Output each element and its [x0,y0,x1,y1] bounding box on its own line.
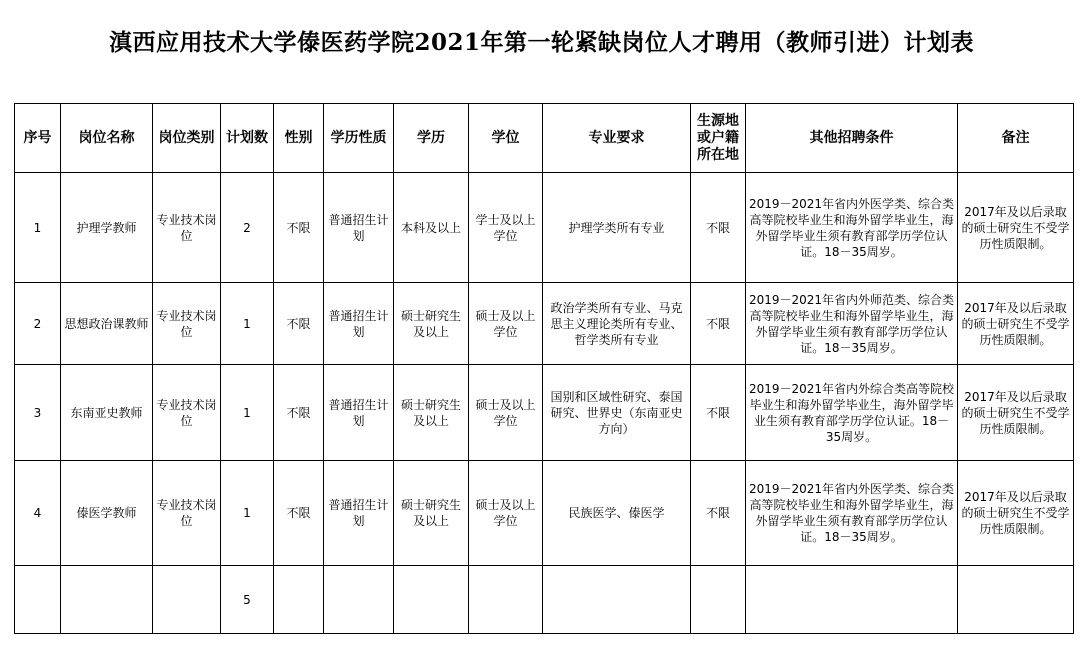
total-plan-count: 5 [221,566,274,634]
table-row [15,461,1074,566]
position-name: 护理学教师 [61,173,153,283]
degree: 学士及以上学位 [469,173,543,283]
document-title: 滇西应用技术大学傣医药学院2021年第一轮紧缺岗位人才聘用（教师引进）计划表 [108,29,974,56]
empty-cell [394,566,469,634]
major-requirement: 国别和区域性研究、泰国研究、世界史（东南亚史方向） [543,365,691,461]
table-row [15,365,1074,461]
other-conditions: 2019－2021年省内外医学类、综合类高等院校毕业生和海外留学毕业生，海外留学毕业生须有教育部学历学位认证。18－35周岁。 [746,461,958,566]
header-cell: 学位 [469,104,543,173]
other-conditions: 2019－2021年省内外综合类高等院校毕业生和海外留学毕业生，海外留学毕业生须有教育部学历学位认证。18－35周岁。 [746,365,958,461]
recruitment-plan-table [14,103,1074,634]
position-category: 专业技术岗位 [153,173,221,283]
header-cell: 性别 [274,104,324,173]
empty-cell [324,566,394,634]
header-cell: 计划数 [221,104,274,173]
education: 硕士研究生及以上 [394,365,469,461]
row-number: 4 [15,461,61,566]
empty-cell [153,566,221,634]
empty-cell [61,566,153,634]
header-cell: 其他招聘条件 [746,104,958,173]
remark: 2017年及以后录取的硕士研究生不受学历性质限制。 [958,365,1074,461]
gender: 不限 [274,365,324,461]
origin: 不限 [691,461,746,566]
plan-count: 1 [221,283,274,365]
table-row [15,283,1074,365]
empty-cell [958,566,1074,634]
major-requirement: 护理学类所有专业 [543,173,691,283]
header-cell: 序号 [15,104,61,173]
empty-cell [469,566,543,634]
row-number: 2 [15,283,61,365]
header-cell: 生源地或户籍所在地 [691,104,746,173]
plan-count: 1 [221,461,274,566]
header-cell: 岗位名称 [61,104,153,173]
education-nature: 普通招生计划 [324,365,394,461]
degree: 硕士及以上学位 [469,283,543,365]
empty-cell [746,566,958,634]
education: 硕士研究生及以上 [394,461,469,566]
position-name: 东南亚史教师 [61,365,153,461]
empty-cell [543,566,691,634]
origin: 不限 [691,283,746,365]
origin: 不限 [691,173,746,283]
education: 本科及以上 [394,173,469,283]
other-conditions: 2019－2021年省内外师范类、综合类高等院校毕业生和海外留学毕业生，海外留学毕业生须有教育部学历学位认证。18－35周岁。 [746,283,958,365]
position-category: 专业技术岗位 [153,365,221,461]
gender: 不限 [274,283,324,365]
table-header-row [15,104,1074,173]
major-requirement: 民族医学、傣医学 [543,461,691,566]
header-cell: 专业要求 [543,104,691,173]
major-requirement: 政治学类所有专业、马克思主义理论类所有专业、哲学类所有专业 [543,283,691,365]
gender: 不限 [274,461,324,566]
header-cell: 岗位类别 [153,104,221,173]
remark: 2017年及以后录取的硕士研究生不受学历性质限制。 [958,461,1074,566]
position-category: 专业技术岗位 [153,461,221,566]
total-row [15,566,1074,634]
origin: 不限 [691,365,746,461]
gender: 不限 [274,173,324,283]
education-nature: 普通招生计划 [324,283,394,365]
education-nature: 普通招生计划 [324,461,394,566]
remark: 2017年及以后录取的硕士研究生不受学历性质限制。 [958,173,1074,283]
degree: 硕士及以上学位 [469,461,543,566]
plan-count: 2 [221,173,274,283]
position-category: 专业技术岗位 [153,283,221,365]
education-nature: 普通招生计划 [324,173,394,283]
position-name: 傣医学教师 [61,461,153,566]
row-number: 3 [15,365,61,461]
degree: 硕士及以上学位 [469,365,543,461]
remark: 2017年及以后录取的硕士研究生不受学历性质限制。 [958,283,1074,365]
header-cell: 学历性质 [324,104,394,173]
position-name: 思想政治课教师 [61,283,153,365]
header-cell: 备注 [958,104,1074,173]
empty-cell [15,566,61,634]
empty-cell [691,566,746,634]
empty-cell [274,566,324,634]
other-conditions: 2019－2021年省内外医学类、综合类高等院校毕业生和海外留学毕业生，海外留学毕业生须有教育部学历学位认证。18－35周岁。 [746,173,958,283]
education: 硕士研究生及以上 [394,283,469,365]
table-row [15,173,1074,283]
row-number: 1 [15,173,61,283]
plan-count: 1 [221,365,274,461]
header-cell: 学历 [394,104,469,173]
